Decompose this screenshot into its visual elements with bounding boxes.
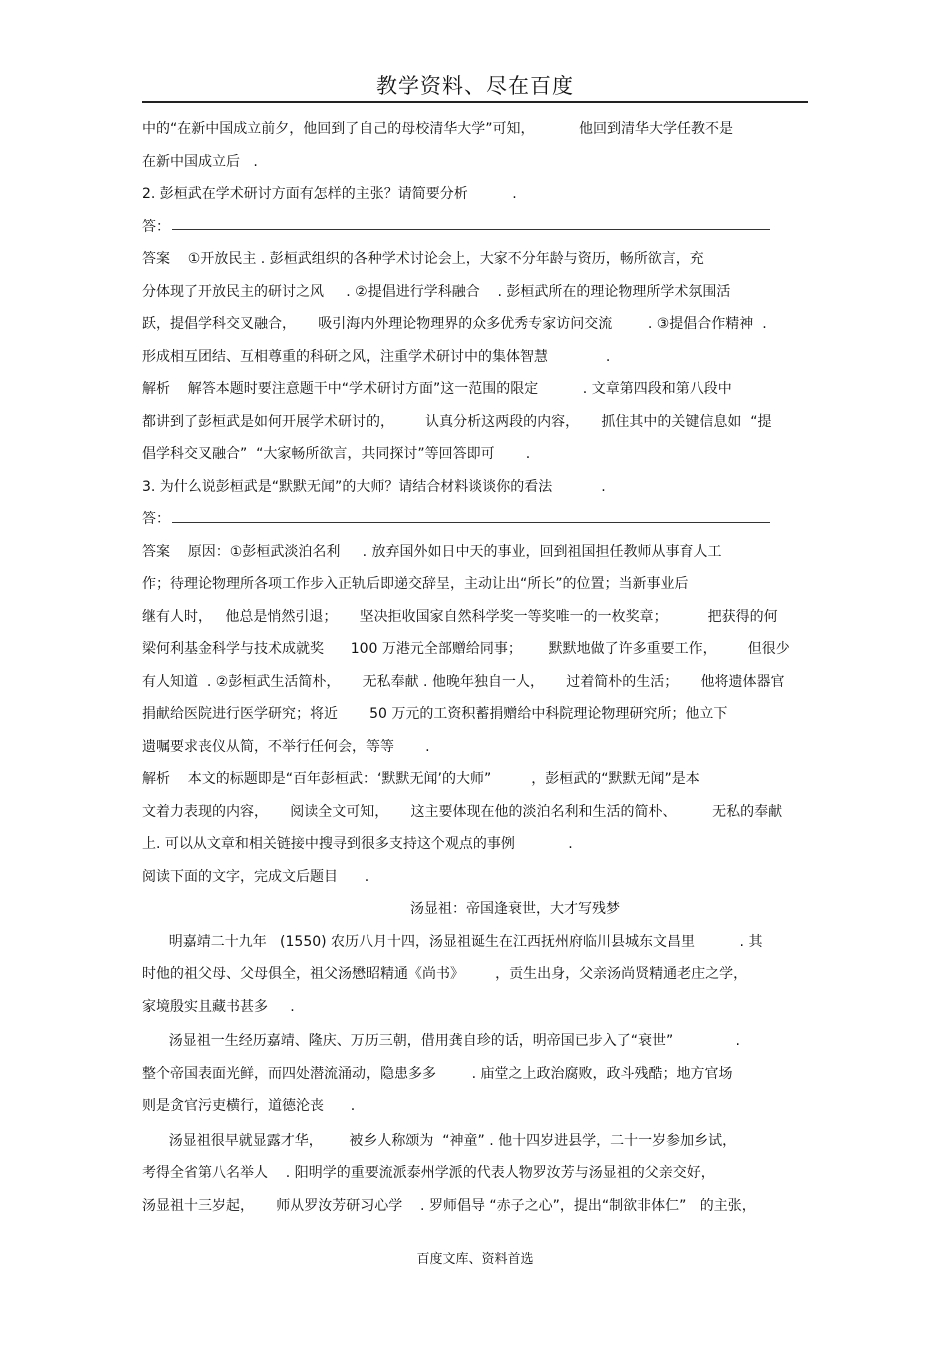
- text-line: 上. 可以从文章和相关链接中搜寻到很多支持这个观点的事例 .: [142, 836, 573, 852]
- paragraph-line: 汤显祖一生经历嘉靖、隆庆、万历三朝，借用龚自珍的话，明帝国已步入了“衰世” .: [142, 1033, 740, 1049]
- paragraph-line: 明嘉靖二十九年 (1550) 农历八月十四，汤显祖诞生在江西抚州府临川县城东文昌里 . 其: [142, 933, 763, 950]
- text-line: 都讲到了彭桓武是如何开展学术研讨的， 认真分析这两段的内容， 抓住其中的关键信息如 “提: [142, 413, 772, 430]
- text-line: 有人知道 . ②彭桓武生活简朴， 无私奉献 . 他晚年独自一人， 过着简朴的生活； 他将遗体器官: [142, 673, 785, 690]
- answer-prompt: 答：: [142, 218, 170, 235]
- page-footer: 百度文库、资料首选: [416, 1252, 534, 1267]
- analysis-line: 解析 本文的标题即是“百年彭桓武：‘默默无闻’的大师” ，彭桓武的“默默无闻”是本: [142, 771, 700, 787]
- answer-blank-line: [172, 229, 770, 230]
- paragraph-line: 时他的祖父母、父母俱全，祖父汤懋昭精通《尚书》 ，贡生出身，父亲汤尚贤精通老庄之学，: [142, 966, 748, 982]
- paragraph-line: 考得全省第八名举人 . 阳明学的重要流派泰州学派的代表人物罗汝芳与汤显祖的父亲交好，: [142, 1165, 715, 1181]
- text-line: 分体现了开放民主的研讨之风 . ②提倡进行学科融合 . 彭桓武所在的理论物理所学术氛围活: [142, 283, 731, 300]
- answer-key-line: 答案 ①开放民主 . 彭桓武组织的各种学术讨论会上，大家不分年龄与资历，畅所欲言，充: [142, 251, 704, 267]
- question-2: 2. 彭桓武在学术研讨方面有怎样的主张？请简要分析 .: [142, 186, 517, 202]
- answer-prompt: 答：: [142, 511, 170, 527]
- analysis-line: 解析 解答本题时要注意题干中“学术研讨方面”这一范围的限定 . 文章第四段和第八段中: [142, 381, 732, 397]
- text-line: 文着力表现的内容， 阅读全文可知， 这主要体现在他的淡泊名利和生活的简朴、 无私的奉献: [142, 803, 783, 820]
- text-line: 梁何利基金科学与技术成就奖 100 万港元全部赠给同事； 默默地做了许多重要工作， 但很少: [142, 641, 790, 657]
- page-header-title: 教学资料、尽在百度: [376, 74, 574, 98]
- paragraph-line: 汤显祖很早就显露才华， 被乡人称颂为 “神童” . 他十四岁进县学，二十一岁参加乡试，: [142, 1132, 737, 1149]
- text-line: 跃，提倡学科交叉融合， 吸引海内外理论物理界的众多优秀专家访问交流 . ③提倡合作精神 .: [142, 316, 767, 332]
- text-line: 遗嘱要求丧仪从简，不举行任何会，等等 .: [142, 738, 430, 755]
- header-divider: [142, 101, 808, 103]
- answer-field-2: [142, 211, 808, 244]
- answer-field-3: [142, 503, 808, 536]
- text-line: 作；待理论物理所各项工作步入正轨后即递交辞呈，主动让出“所长”的位置；当新事业后: [142, 576, 689, 592]
- article-title: 汤显祖：帝国逢衰世，大才写残梦: [410, 901, 620, 917]
- answer-key-line: 答案 原因：①彭桓武淡泊名利 . 放弃国外如日中天的事业，回到祖国担任教师从事育人工: [142, 543, 722, 560]
- document-body: [142, 113, 808, 1222]
- question-3: 3. 为什么说彭桓武是“默默无闻”的大师？请结合材料谈谈你的看法 .: [142, 478, 606, 495]
- answer-blank-line: [172, 522, 770, 523]
- text-line: 形成相互团结、互相尊重的科研之风，注重学术研讨中的集体智慧 .: [142, 348, 611, 365]
- paragraph-line: 则是贪官污吏横行，道德沦丧 .: [142, 1098, 356, 1114]
- paragraph-line: 汤显祖十三岁起， 师从罗汝芳研习心学 . 罗师倡导 “赤子之心”，提出“制欲非体仁” 的主张，: [142, 1197, 756, 1214]
- paragraph-line: 家境殷实且藏书甚多 .: [142, 998, 295, 1015]
- text-line: 捐献给医院进行医学研究；将近 50 万元的工资积蓄捐赠给中科院理论物理研究所；他立下: [142, 706, 728, 722]
- text-line: 在新中国成立后 .: [142, 153, 258, 170]
- reading-instruction: 阅读下面的文字，完成文后题目 .: [142, 868, 370, 885]
- text-line: 倡学科交叉融合” “大家畅所欲言，共同探讨”等回答即可 .: [142, 446, 531, 462]
- text-line: 继有人时， 他总是悄然引退； 坚决拒收国家自然科学奖一等奖唯一的一枚奖章； 把获得的何: [142, 608, 778, 625]
- paragraph-line: 整个帝国表面光鲜，而四处潜流涌动，隐患多多 . 庙堂之上政治腐败，政斗残酷；地方官场: [142, 1065, 733, 1082]
- text-line: 中的“在新中国成立前夕，他回到了自己的母校清华大学”可知， 他回到清华大学任教不是: [142, 121, 734, 137]
